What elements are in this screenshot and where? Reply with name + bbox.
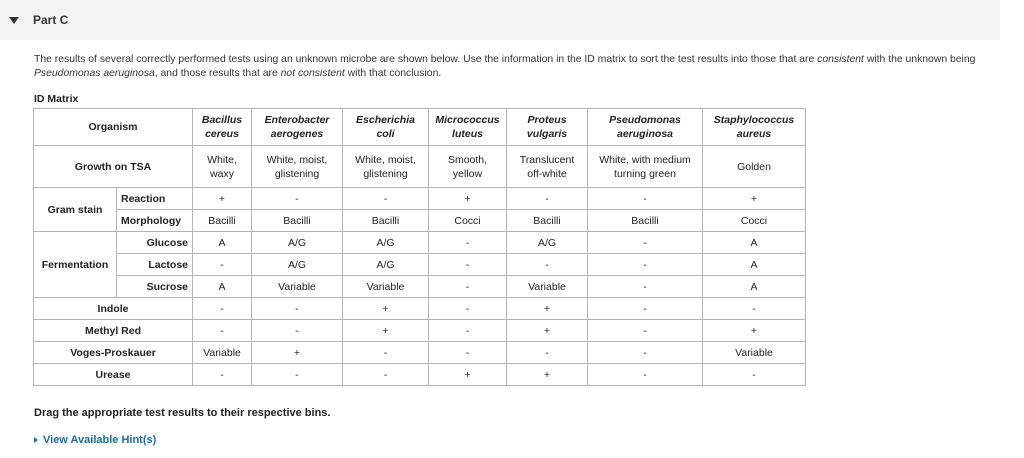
gram-stain-label: Gram stain <box>34 188 117 232</box>
result-cell: + <box>252 342 343 364</box>
result-cell: A/G <box>507 232 588 254</box>
result-cell: - <box>429 276 507 298</box>
result-cell: - <box>588 188 703 210</box>
drag-instructions: Drag the appropriate test results to their respective bins. <box>34 407 331 419</box>
result-cell: A/G <box>252 254 343 276</box>
result-cell: - <box>429 232 507 254</box>
result-cell: - <box>343 342 429 364</box>
organism-name <box>703 109 806 146</box>
part-title: Part C <box>33 13 69 27</box>
growth-cell <box>343 146 429 188</box>
result-cell: A/G <box>252 232 343 254</box>
result-cell: Variable <box>343 276 429 298</box>
urease-row <box>34 364 806 386</box>
result-cell: Bacilli <box>507 210 588 232</box>
organism-name <box>588 109 703 146</box>
lactose-label: Lactose <box>117 254 193 276</box>
id-matrix-title: ID Matrix <box>34 93 79 105</box>
result-cell: + <box>343 320 429 342</box>
hint-caret-icon <box>34 437 38 443</box>
cell-line: White, <box>207 153 237 166</box>
organism-name <box>507 109 588 146</box>
morphology-row <box>34 210 806 232</box>
instructions-text: The results of several correctly performed tests using an unknown microbe are shown below. Use the information in the ID matrix to sort the test results into those that are consistent with the unknown being Pseudomonas aeruginosa, and those results that are not consistent with that conclusion. <box>34 54 976 79</box>
indole-label: Indole <box>34 298 193 320</box>
organism-name <box>343 109 429 146</box>
reaction-label: Reaction <box>117 188 193 210</box>
id-matrix-table <box>33 108 806 386</box>
result-cell: - <box>429 320 507 342</box>
sucrose-row <box>34 276 806 298</box>
view-hints-link[interactable] <box>34 434 156 446</box>
result-cell: Bacilli <box>588 210 703 232</box>
morphology-label: Morphology <box>117 210 193 232</box>
fermentation-label: Fermentation <box>34 232 117 298</box>
result-cell: Variable <box>507 276 588 298</box>
methyl-red-row <box>34 320 806 342</box>
result-cell: Cocci <box>703 210 806 232</box>
growth-row <box>34 146 806 188</box>
result-cell: + <box>507 298 588 320</box>
cell-line: Smooth, <box>447 153 488 166</box>
result-cell: - <box>193 320 252 342</box>
result-cell: A <box>193 276 252 298</box>
result-cell: A/G <box>343 232 429 254</box>
result-cell: - <box>429 298 507 320</box>
cell-line: coli <box>376 128 395 140</box>
result-cell: + <box>507 320 588 342</box>
cell-line: Enterobacter <box>264 114 330 126</box>
result-cell: - <box>588 254 703 276</box>
result-cell: - <box>252 320 343 342</box>
cell-line: aerogenes <box>270 128 324 140</box>
result-cell: - <box>703 364 806 386</box>
result-cell: - <box>507 254 588 276</box>
result-cell: - <box>588 320 703 342</box>
result-cell: + <box>703 188 806 210</box>
result-cell: Variable <box>252 276 343 298</box>
growth-cell <box>588 146 703 188</box>
result-cell: + <box>193 188 252 210</box>
organism-label: Organism <box>34 109 193 146</box>
collapse-caret-icon[interactable] <box>9 17 19 24</box>
result-cell: - <box>429 342 507 364</box>
result-cell: - <box>343 364 429 386</box>
result-cell: - <box>507 188 588 210</box>
result-cell: - <box>193 298 252 320</box>
cell-line: glistening <box>274 167 320 180</box>
result-cell: - <box>588 232 703 254</box>
reaction-row <box>34 188 806 210</box>
result-cell: Variable <box>193 342 252 364</box>
urease-label: Urease <box>34 364 193 386</box>
cell-line: White, moist, <box>266 153 328 166</box>
result-cell: - <box>507 342 588 364</box>
methyl-red-label: Methyl Red <box>34 320 193 342</box>
result-cell: Bacilli <box>193 210 252 232</box>
result-cell: - <box>588 276 703 298</box>
cell-line: off-white <box>527 167 567 180</box>
organism-name <box>429 109 507 146</box>
growth-label: Growth on TSA <box>34 146 193 188</box>
lactose-row <box>34 254 806 276</box>
result-cell: - <box>252 188 343 210</box>
view-hints-label: View Available Hint(s) <box>43 434 157 446</box>
result-cell: + <box>703 320 806 342</box>
result-cell: - <box>588 364 703 386</box>
result-cell: - <box>343 188 429 210</box>
cell-line: turning green <box>614 167 676 180</box>
result-cell: A <box>703 254 806 276</box>
sucrose-label: Sucrose <box>117 276 193 298</box>
cell-line: vulgaris <box>526 128 568 140</box>
result-cell: - <box>252 364 343 386</box>
glucose-row <box>34 232 806 254</box>
result-cell: - <box>193 254 252 276</box>
result-cell: Bacilli <box>343 210 429 232</box>
vp-row <box>34 342 806 364</box>
cell-line: Escherichia <box>356 114 415 126</box>
growth-cell: Golden <box>703 146 806 188</box>
result-cell: + <box>507 364 588 386</box>
result-cell: - <box>703 298 806 320</box>
cell-line: yellow <box>452 167 483 180</box>
cell-line: Proteus <box>527 114 567 126</box>
cell-line: Micrococcus <box>435 114 500 126</box>
result-cell: - <box>429 254 507 276</box>
cell-line: aeruginosa <box>616 128 674 140</box>
cell-line: aureus <box>736 128 772 140</box>
cell-line: luteus <box>452 128 483 140</box>
result-cell: Variable <box>703 342 806 364</box>
result-cell: - <box>588 298 703 320</box>
result-cell: A <box>193 232 252 254</box>
cell-line: Translucent <box>519 153 575 166</box>
result-cell: + <box>343 298 429 320</box>
result-cell: Cocci <box>429 210 507 232</box>
cell-line: Pseudomonas <box>609 114 681 126</box>
result-cell: + <box>429 364 507 386</box>
growth-cell <box>252 146 343 188</box>
organism-name <box>193 109 252 146</box>
cell-line: Bacillus <box>201 114 243 126</box>
part-c-header[interactable] <box>0 0 1000 40</box>
cell-line: glistening <box>363 167 408 180</box>
result-cell: - <box>252 298 343 320</box>
cell-line: White, moist, <box>355 153 416 166</box>
cell-line: Staphylococcus <box>713 114 795 126</box>
organism-name <box>252 109 343 146</box>
result-cell: + <box>429 188 507 210</box>
organism-header-row <box>34 109 806 146</box>
growth-cell <box>193 146 252 188</box>
cell-line: cereus <box>205 128 239 140</box>
result-cell: A/G <box>343 254 429 276</box>
result-cell: A <box>703 232 806 254</box>
result-cell: Bacilli <box>252 210 343 232</box>
glucose-label: Glucose <box>117 232 193 254</box>
growth-cell <box>429 146 507 188</box>
growth-cell <box>507 146 588 188</box>
result-cell: - <box>588 342 703 364</box>
result-cell: - <box>193 364 252 386</box>
cell-line: waxy <box>210 167 234 180</box>
result-cell: A <box>703 276 806 298</box>
cell-line: White, with medium <box>599 153 691 166</box>
voges-proskauer-label: Voges-Proskauer <box>34 342 193 364</box>
indole-row <box>34 298 806 320</box>
